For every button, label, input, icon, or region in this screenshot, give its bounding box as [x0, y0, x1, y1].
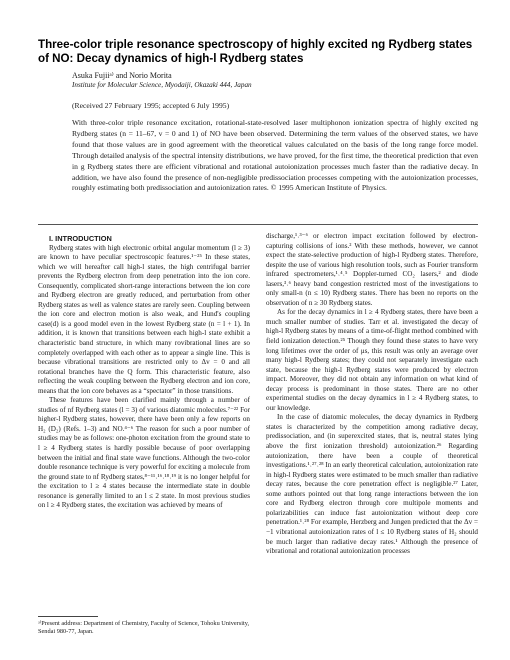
header-divider: [38, 224, 478, 225]
left-column: [38, 234, 250, 511]
abstract: With three-color triple resonance excitation, rotational-state-resolved laser multiphonon ionization spectra of highly excited ng Rydberg states (n = 11–67, v = 0 and 1) of NO have been observed. Determining the term values of the observed states, we have found that those values are in good agreement with the theoretical values calculated on the basis of the long range force model. Through detailed analysis of the spectral intensity distributions, we have proved, for the first time, the theoretical prediction that even in g Rydberg states there are efficient vibrational and rotational autoionization processes much faster than the radiative decay. In addition, we have also found the presence of non-negligible predissociation processes competing with the autoionization processes, roughly estimating both predissociation and autoionization rates. © 1995 American Institute of Physics.: [72, 118, 478, 193]
author-affiliation: Institute for Molecular Science, Myodaiji, Okazaki 444, Japan: [72, 81, 252, 89]
body-paragraph: Rydberg states with high electronic orbital angular momentum (l ≥ 3) are known to have peculiar spectroscopic features.¹⁻²⁵ In these states, which we will hereafter call high-l states, the high centrifugal barrier prevents the Rydberg electron from deep penetration into the ion core. Consequently, complicated short-range interactions between the ion core and Rydberg electron are greatly reduced, and perturbation from other Rydberg states as well as valence states are rarely seen. Coupling between the ion core and electron motion is also weak, and Hund's coupling case(d) is a good model even in the lowest Rydberg state (n = l + 1). In addition, it is known that transitions between each high-l state exhibit a characteristic band structure, in which many rovibrational lines are so completely overlapped with each other as to appear a single line. This is because vibrational transitions are restricted only to Δv = 0 and all rotational branches have the Q form. This characteristic feature, also reflecting the weak coupling between the Rydberg electron and ion core, means that the ion core behaves as a “spectator” in those transitions.: [38, 243, 250, 395]
right-column: [266, 232, 478, 557]
body-paragraph: These features have been clarified mainly through a number of studies of nf Rydberg states (l = 3) of various diatomic molecules.⁷⁻²² For higher-l Rydberg states, however, there have been only a few reports on H₂ (D₂) (Refs. 1–3) and NO.⁴⁻⁶ The reason for such a poor number of studies may be as follows: one-photon excitation from the ground state to l ≥ 4 Rydberg states is hardly possible because of poor overlapping between the initial and final state wave functions. Although the two-color double resonance technique is very powerful for exciting a molecule from the ground state to nf Rydberg states,⁸⁻¹¹˒¹⁶˒¹⁸˒¹⁹ it is no longer helpful for the excitation to l ≥ 4 states because the intermediate state in double resonance is generally limited to an l ≤ 2 state. In most previous studies on l ≥ 4 Rydberg states, the excitation was achieved by means of: [38, 396, 250, 510]
footnote-divider: [38, 616, 98, 617]
article-authors: Asuka Fujiiᵃ⁾ and Norio Morita: [72, 71, 172, 80]
received-dates: (Received 27 February 1995; accepted 6 July 1995): [72, 101, 230, 110]
footnote: ᵃ⁾Present address: Department of Chemistry, Faculty of Science, Tohoku University, Sendai 980-77, Japan.: [38, 620, 250, 636]
section-heading: I. INTRODUCTION: [49, 234, 112, 243]
article-title: Three-color triple resonance spectroscopy of highly excited ng Rydberg states of NO: Decay dynamics of high-l Rydberg states: [38, 38, 473, 65]
body-paragraph: In the case of diatomic molecules, the decay dynamics in Rydberg states is characterized by the competition among radiative decay, predissociation, and (in superexcited states, that is, neutral states lying above the first ionization threshold) autoionization.²⁶ Regarding autoionization, there have been a couple of theoretical investigations.¹˒²⁷˒²⁸ In an early theoretical calculation, autoionization rate in high-l Rydberg states were estimated to be much smaller than radiative decay rates, because the core penetration effect is negligible.²⁷ Later, some authors pointed out that long range interactions between the ion core and Rydberg electron through core multipole moments and polarizabilities can induce fast autoionization without deep core penetration.¹˒²⁸ For example, Herzberg and Jungen predicted that the Δv = −1 vibrational autoionization rates of l ≤ 10 Rydberg states of H₂ should be much larger than radiative decay rates.¹ Although the presence of vibrational and rotational autoionization processes: [266, 413, 478, 556]
body-paragraph: As for the decay dynamics in l ≥ 4 Rydberg states, there have been a much smaller number of studies. Tarr et al. investigated the decay of high-l Rydberg states by means of a time-of-flight method combined with field ionization detection.²⁵ Though they found these states to have very long lifetimes over the order of μs, this result was only an average over many high-l Rydberg states; they could not separately investigate each state, because the high-l Rydberg states were produced by electron impact. Moreover, they did not obtain any information on what kind of decay process is predominant in those states. There are no other experimental studies on the decay dynamics in l ≥ 4 Rydberg states, to our knowledge.: [266, 308, 478, 412]
body-paragraph: discharge,¹˒³⁻⁶ or electron impact excitation followed by electron-capturing collisions of ions.² With these methods, however, we cannot expect the state-selective production of high-l Rydberg states. Therefore, despite the use of various high resolution tools, such as Fourier transform infrared spectrometers,¹˒⁴˒⁵ Doppler-turned CO₂ lasers,² and diode lasers,³˒⁶ heavy band congestion restricted most of the investigations to only small-n (n ≤ 10) Rydberg states. There has been no reports on the observation of n ≥ 30 Rydberg states.: [266, 232, 478, 307]
